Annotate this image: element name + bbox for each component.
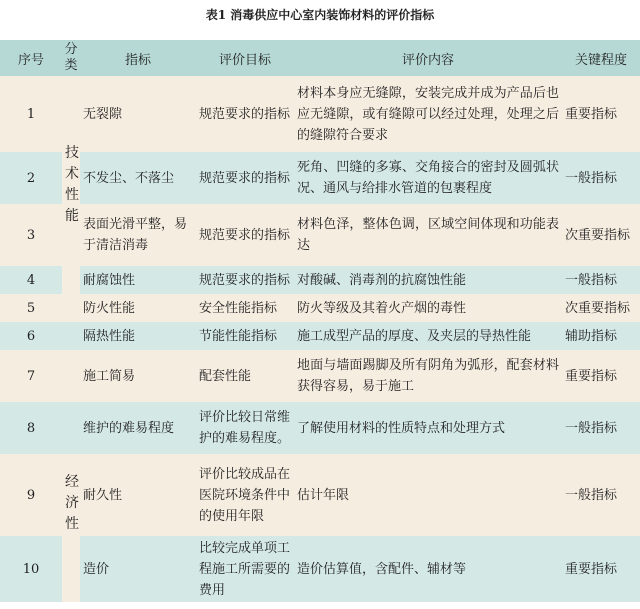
row-number: 7 (0, 350, 62, 402)
header-indicator: 指标 (80, 40, 196, 76)
goal-cell: 评价比较成品在医院环境条件中的使用年限 (196, 454, 294, 536)
row-number: 9 (0, 454, 62, 536)
table-row (0, 454, 640, 536)
category-empty (62, 402, 80, 454)
indicator-cell: 无裂隙 (80, 76, 196, 152)
table-row (0, 322, 640, 350)
goal-cell: 配套性能 (196, 350, 294, 402)
header-content: 评价内容 (294, 40, 562, 76)
indicator-cell: 隔热性能 (80, 322, 196, 350)
level-cell: 重要指标 (562, 536, 640, 602)
table-row (0, 266, 640, 294)
content-cell: 死角、凹缝的多寡、交角接合的密封及圆弧状况、通风与给排水管道的包裹程度 (294, 152, 562, 204)
indicator-cell: 造价 (80, 536, 196, 602)
goal-cell: 规范要求的指标 (196, 204, 294, 266)
level-cell: 次重要指标 (562, 204, 640, 266)
table-row (0, 350, 640, 402)
level-cell: 一般指标 (562, 266, 640, 294)
row-number: 3 (0, 204, 62, 266)
goal-cell: 安全性能指标 (196, 294, 294, 322)
content-cell: 防火等级及其着火产烟的毒性 (294, 294, 562, 322)
indicator-cell: 防火性能 (80, 294, 196, 322)
header-category: 分类 (62, 40, 80, 76)
indicator-cell: 不发尘、不落尘 (80, 152, 196, 204)
row-number: 8 (0, 402, 62, 454)
level-cell: 次重要指标 (562, 294, 640, 322)
goal-cell: 比较完成单项工程施工所需要的费用 (196, 536, 294, 602)
goal-cell: 规范要求的指标 (196, 152, 294, 204)
header-level: 关键程度 (562, 40, 640, 76)
evaluation-table (0, 40, 640, 602)
level-cell: 辅助指标 (562, 322, 640, 350)
row-number: 10 (0, 536, 62, 602)
level-cell: 重要指标 (562, 350, 640, 402)
header-no: 序号 (0, 40, 62, 76)
row-number: 1 (0, 76, 62, 152)
content-cell: 了解使用材料的性质特点和处理方式 (294, 402, 562, 454)
content-cell: 地面与墙面踢脚及所有阴角为弧形，配套材料获得容易，易于施工 (294, 350, 562, 402)
table-row (0, 294, 640, 322)
indicator-cell: 表面光滑平整，易于清洁消毒 (80, 204, 196, 266)
category-empty (62, 294, 80, 322)
content-cell: 估计年限 (294, 454, 562, 536)
header-goal: 评价目标 (196, 40, 294, 76)
goal-cell: 规范要求的指标 (196, 76, 294, 152)
goal-cell: 节能性能指标 (196, 322, 294, 350)
goal-cell: 评价比较日常维护的难易程度。 (196, 402, 294, 454)
content-cell: 造价估算值，含配件、辅材等 (294, 536, 562, 602)
row-number: 4 (0, 266, 62, 294)
level-cell: 重要指标 (562, 76, 640, 152)
content-cell: 材料本身应无缝隙，安装完成并成为产品后也应无缝隙，或有缝隙可以经过处理，处理之后的缝隙符合要求 (294, 76, 562, 152)
row-number: 5 (0, 294, 62, 322)
content-cell: 对酸碱、消毒剂的抗腐蚀性能 (294, 266, 562, 294)
indicator-cell: 施工简易 (80, 350, 196, 402)
indicator-cell: 耐腐蚀性 (80, 266, 196, 294)
indicator-cell: 维护的难易程度 (80, 402, 196, 454)
level-cell: 一般指标 (562, 454, 640, 536)
category-economic: 经济性 (62, 454, 80, 602)
indicator-cell: 耐久性 (80, 454, 196, 536)
table-row (0, 152, 640, 204)
level-cell: 一般指标 (562, 152, 640, 204)
table-row (0, 402, 640, 454)
category-empty (62, 322, 80, 350)
level-cell: 一般指标 (562, 402, 640, 454)
content-cell: 施工成型产品的厚度、及夹层的导热性能 (294, 322, 562, 350)
table-row (0, 204, 640, 266)
table-row (0, 76, 640, 152)
table-caption: 表1 消毒供应中心室内装饰材料的评价指标 (205, 8, 435, 22)
row-number: 2 (0, 152, 62, 204)
category-empty (62, 350, 80, 402)
goal-cell: 规范要求的指标 (196, 266, 294, 294)
content-cell: 材料色泽，整体色调，区域空间体现和功能表达 (294, 204, 562, 266)
header-row (0, 40, 640, 76)
row-number: 6 (0, 322, 62, 350)
table-row (0, 536, 640, 602)
category-technical: 技术性能 (62, 76, 80, 294)
